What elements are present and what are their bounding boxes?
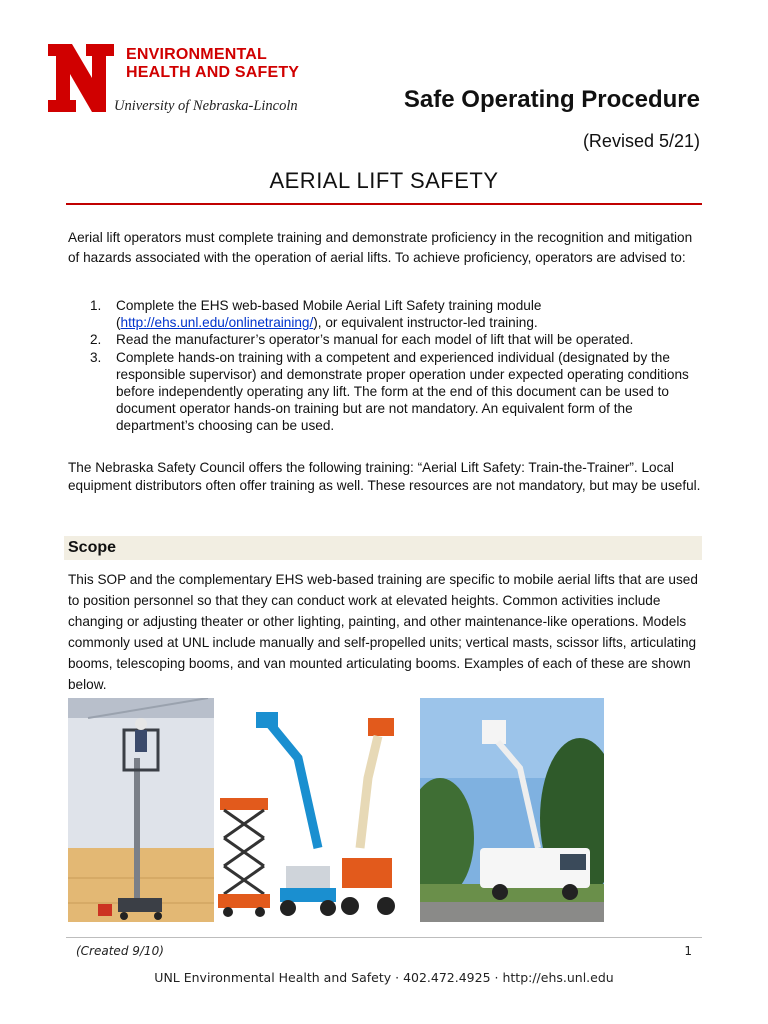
title-divider	[66, 203, 702, 205]
list-item	[90, 331, 702, 348]
list-item-text: Read the manufacturer’s operator’s manual for each model of lift that will be operated.	[116, 332, 634, 348]
safety-council-paragraph: The Nebraska Safety Council offers the following training: “Aerial Lift Safety: Train-the-Trainer”. Local equipment distributors often offer training as well. These resources are not mandatory, but may be useful.	[68, 460, 701, 494]
list-item-number: 1.	[90, 298, 102, 313]
page-number: 1	[684, 944, 692, 958]
list-item	[90, 349, 702, 435]
scope-section-header	[64, 536, 702, 560]
list-item-text: Complete the EHS web-based Mobile Aerial Lift Safety training module (	[116, 298, 542, 331]
unl-ehs-logo	[48, 44, 328, 116]
logo-university-name: University of Nebraska-Lincoln	[114, 98, 298, 114]
logo-line-environmental: ENVIRONMENTAL	[126, 46, 267, 63]
footer-contact: UNL Environmental Health and Safety · 402.472.4925 · http://ehs.unl.edu	[154, 970, 614, 985]
scope-heading: Scope	[68, 539, 117, 556]
online-training-link[interactable]: http://ehs.unl.edu/onlinetraining/	[120, 315, 314, 331]
nebraska-n-logo-icon	[48, 44, 114, 112]
van-mounted-lift-photo	[420, 698, 604, 922]
list-item	[90, 297, 702, 331]
aerial-lift-photos	[68, 698, 604, 922]
footer-divider	[66, 937, 702, 938]
vertical-mast-lift-photo	[68, 698, 214, 922]
list-item-number: 2.	[90, 332, 102, 348]
training-steps-list	[90, 297, 702, 435]
list-item-text: Complete hands-on training with a competent and experienced individual (designated by the responsible supervisor) and demonstrate proper operation under expected operating conditions before independently operating any lift. The form at the end of this document can be used to document operator hands-on training but are not mandatory. An equivalent form of the department’s choosing can be used.	[116, 349, 689, 434]
intro-paragraph: Aerial lift operators must complete training and demonstrate proficiency in the recognition and mitigation of hazards associated with the operation of aerial lifts. To achieve proficiency, operators are advised to:	[68, 230, 693, 265]
created-date: (Created 9/10)	[76, 944, 164, 958]
logo-line-health-and-safety: HEALTH AND SAFETY	[126, 64, 300, 81]
scope-paragraph: This SOP and the complementary EHS web-based training are specific to mobile aerial lifts that are used to position personnel so that they can conduct work at elevated heights. Common activities include changing or adjusting theater or other lighting, painting, and other maintenance-like operations. Models commonly used at UNL include manually and self-propelled units; vertical masts, scissor lifts, articulating booms, telescoping booms, and van mounted articulating booms. Examples of each of these are shown below.	[68, 572, 698, 692]
scissor-and-boom-lifts-photo	[218, 698, 416, 922]
revision-date: (Revised 5/21)	[582, 131, 700, 151]
list-item-number: 3.	[90, 349, 102, 365]
document-title: AERIAL LIFT SAFETY	[269, 168, 499, 193]
list-item-text: ), or equivalent instructor-led training.	[313, 315, 538, 331]
sop-heading: Safe Operating Procedure	[403, 86, 700, 113]
